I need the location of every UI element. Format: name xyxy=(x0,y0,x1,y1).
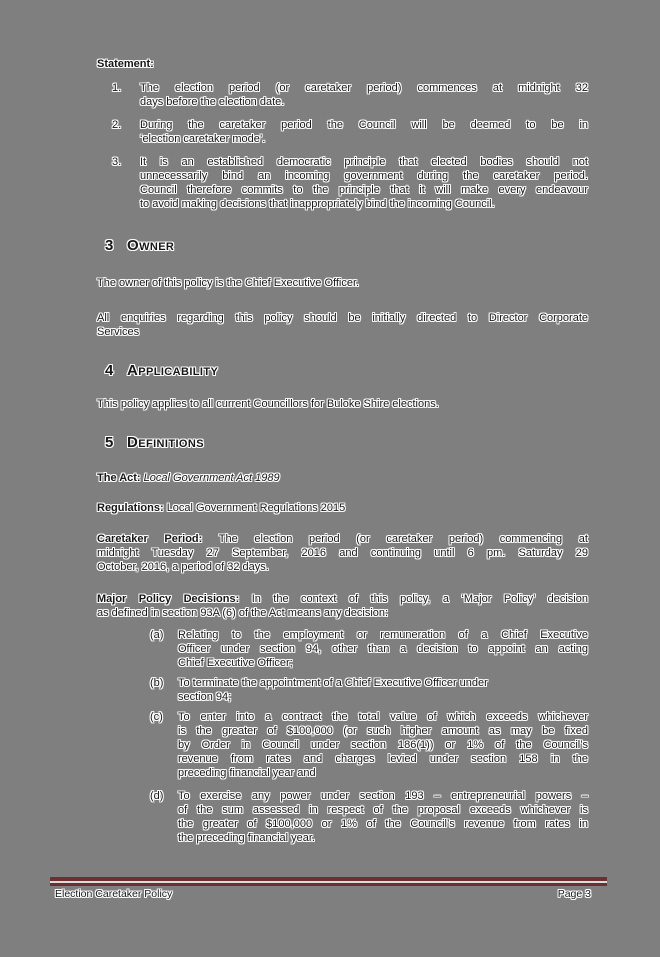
paragraph-line: as defined in section 93A (6) of the Act means any decision: xyxy=(97,607,389,619)
document-body xyxy=(97,57,588,851)
definition-term: Caretaker Period: xyxy=(97,533,203,545)
sublist-item xyxy=(97,710,588,780)
definition-value: In the context of this policy, a ‘Major Policy’ decision xyxy=(251,593,588,605)
list-item-number: 2. xyxy=(112,119,122,131)
paragraph-enquiries xyxy=(97,311,588,339)
sublist-item-text: preceding financial year and xyxy=(178,767,316,779)
sublist-item-text: is the greater of $100,000 (or such higher amount as may be fixed xyxy=(178,725,588,737)
section-title: Applicability xyxy=(127,362,219,379)
page-footer xyxy=(55,888,591,901)
sublist-item-text: To enter into a contract the total value of which exceeds whichever xyxy=(178,711,588,723)
section-heading-owner xyxy=(97,237,588,255)
section-title: Definitions xyxy=(127,434,204,451)
list-item-number: 1. xyxy=(112,82,122,94)
definition-value: Local Government Regulations 2015 xyxy=(166,502,346,514)
sublist-item-marker: (a) xyxy=(150,629,164,641)
definition-term: Regulations: xyxy=(97,502,164,514)
list-item xyxy=(97,118,588,146)
sublist-item-text: by Order in Council under section 186(1)) or 1% of the Council’s xyxy=(178,739,588,751)
paragraph-line: Services xyxy=(97,326,140,338)
sublist-item xyxy=(97,676,588,704)
section-title: Owner xyxy=(127,237,175,254)
definition-value: Local Government Act 1989 xyxy=(143,472,280,484)
major-policy-sublist xyxy=(97,628,588,845)
statement-list xyxy=(97,81,588,211)
sublist-item-text: To exercise any power under section 193 – entrepreneurial powers – xyxy=(178,790,588,802)
sublist-item-text: Relating to the employment or remuneration of a Chief Executive xyxy=(178,629,588,641)
sublist-item-text: the preceding financial year. xyxy=(178,832,315,844)
definition-term: Major Policy Decisions: xyxy=(97,593,240,605)
footer-rule xyxy=(50,877,607,886)
footer-page-number: Page 3 xyxy=(557,888,591,900)
statement-heading: Statement: xyxy=(97,58,154,70)
paragraph-line: midnight Tuesday 27 September, 2016 and continuing until 6 pm. Saturday 29 xyxy=(97,547,588,559)
footer-doc-title: Election Caretaker Policy xyxy=(55,888,173,900)
paragraph-line xyxy=(97,592,588,606)
sublist-item-text: the greater of $100,000 or 1% of the Council’s revenue from rates in xyxy=(178,818,588,830)
sublist-item-text: To terminate the appointment of a Chief Executive Officer under xyxy=(178,677,488,689)
paragraph-line: All enquiries regarding this policy should be initially directed to Director Corporate xyxy=(97,312,588,324)
list-item-text: During the caretaker period the Council will be deemed to be in xyxy=(140,119,588,131)
list-item-text: unnecessarily bind an incoming government during the caretaker period. xyxy=(140,170,588,182)
section-number: 5 xyxy=(105,434,114,451)
definition-value: The election period (or caretaker period) commencing at xyxy=(218,533,588,545)
paragraph-applicability: This policy applies to all current Councillors for Buloke Shire elections. xyxy=(97,398,439,410)
paragraph-owner: The owner of this policy is the Chief Executive Officer. xyxy=(97,277,360,289)
definition-caretaker-period xyxy=(97,532,588,574)
list-item-text: days before the election date. xyxy=(140,96,285,108)
sublist-item xyxy=(97,789,588,845)
list-item-text: Council therefore commits to the principle that it will make every endeavour xyxy=(140,184,588,196)
sublist-item-marker: (d) xyxy=(150,790,164,802)
sublist-item-marker: (c) xyxy=(150,711,163,723)
sublist-item-text: revenue from rates and charges levied under section 158 in the xyxy=(178,753,588,765)
sublist-item-text: section 94; xyxy=(178,691,232,703)
sublist-item-text: Officer under section 94, other than a decision to appoint an acting xyxy=(178,643,588,655)
paragraph-line xyxy=(97,532,588,546)
list-item-text: ‘election caretaker mode’. xyxy=(140,133,266,145)
section-number: 3 xyxy=(105,237,114,254)
list-item xyxy=(97,155,588,211)
section-heading-applicability xyxy=(97,362,588,380)
list-item-number: 3. xyxy=(112,156,122,168)
definition-act xyxy=(97,471,588,485)
list-item-text: The election period (or caretaker period) commences at midnight 32 xyxy=(140,82,588,94)
list-item-text: It is an established democratic principle that elected bodies should not xyxy=(140,156,588,168)
section-heading-definitions xyxy=(97,434,588,452)
list-item xyxy=(97,81,588,109)
definition-regulations xyxy=(97,501,588,515)
section-number: 4 xyxy=(105,362,114,379)
definition-major-policy xyxy=(97,592,588,620)
footer-rule-bottom-stripe xyxy=(50,883,607,886)
paragraph-line: October, 2016, a period of 32 days. xyxy=(97,561,269,573)
sublist-item-text: of the sum assessed in respect of the proposal exceeds whichever is xyxy=(178,804,588,816)
sublist-item-text: Chief Executive Officer; xyxy=(178,657,293,669)
sublist-item-marker: (b) xyxy=(150,677,164,689)
sublist-item xyxy=(97,628,588,670)
definition-term: The Act: xyxy=(97,472,141,484)
list-item-text: to avoid making decisions that inappropriately bind the incoming Council. xyxy=(140,198,495,210)
